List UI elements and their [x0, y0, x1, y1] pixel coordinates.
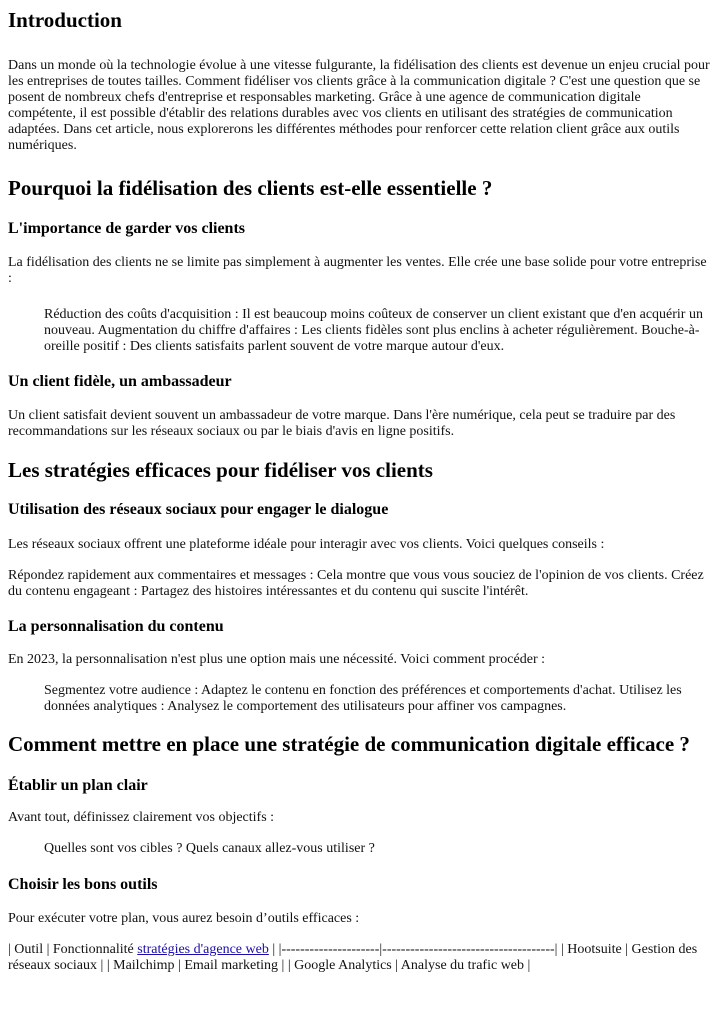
section-implementation-heading: Comment mettre en place une stratégie de communication digitale efficace ?	[8, 732, 690, 756]
tools-table-text	[8, 942, 712, 974]
subheading-tools: Choisir les bons outils	[8, 876, 158, 893]
blockquote-target-questions: Quelles sont vos cibles ? Quels canaux allez-vous utiliser ?	[44, 841, 375, 856]
article-page	[0, 8, 720, 974]
paragraph-social-intro: Les réseaux sociaux offrent une plateforme idéale pour interagir avec vos clients. Voici quelques conseils :	[8, 537, 605, 552]
paragraph-tools-intro: Pour exécuter votre plan, vous aurez besoin d’outils efficaces :	[8, 911, 360, 926]
paragraph-ambassador: Un client satisfait devient souvent un ambassadeur de votre marque. Dans l'ère numérique, cela peut se traduire par des recommandations sur les réseaux sociaux ou par le biais d'avis en ligne positifs.	[8, 408, 676, 439]
subheading-social-networks: Utilisation des réseaux sociaux pour engager le dialogue	[8, 501, 389, 518]
subheading-personalization: La personnalisation du contenu	[8, 618, 224, 635]
blockquote-loyalty-benefits: Réduction des coûts d'acquisition : Il est beaucoup moins coûteux de conserver un client existant que d'en acquérir un nouveau. Augmentation du chiffre d'affaires : Les clients fidèles sont plus enclins à acheter régulièrement. Bouche-à-oreille positif : Des clients satisfaits parlent souvent de votre marque autour d'eux.	[44, 307, 703, 354]
section-why-loyalty-heading: Pourquoi la fidélisation des clients est-elle essentielle ?	[8, 176, 493, 200]
subheading-ambassador: Un client fidèle, un ambassadeur	[8, 373, 232, 390]
intro-heading: Introduction	[8, 8, 122, 32]
agency-strategies-link[interactable]: stratégies d'agence web	[137, 942, 269, 957]
tools-table-rows: | |---------------------|-------------------------------------| | Hootsuite | Gestion des réseaux sociaux | | Mailchimp | Email marketing | | Google Analytics | Analyse du trafic web |	[8, 942, 698, 973]
subheading-clear-plan: Établir un plan clair	[8, 777, 148, 794]
tools-table-prefix: | Outil | Fonctionnalité	[8, 942, 138, 957]
intro-paragraph: Dans un monde où la technologie évolue à une vitesse fulgurante, la fidélisation des clients est devenue un enjeu crucial pour les entreprises de toutes tailles. Comment fidéliser vos clients grâce à la communication digitale ? C'est une question que se posent de nombreux chefs d'entreprise et responsables marketing. Grâce à une agence de communication digitale compétente, il est possible d'établir des relations durables avec vos clients en utilisant des stratégies de communication adaptées. Dans cet article, nous explorerons les différentes méthodes pour renforcer cette relation client grâce aux outils numériques.	[8, 58, 710, 153]
paragraph-objectives: Avant tout, définissez clairement vos objectifs :	[8, 810, 275, 825]
blockquote-personalization-steps: Segmentez votre audience : Adaptez le contenu en fonction des préférences et comportements d'achat. Utilisez les données analytiques : Analysez le comportement des utilisateurs pour affiner vos campagnes.	[44, 683, 682, 714]
paragraph-social-tips: Répondez rapidement aux commentaires et messages : Cela montre que vous vous souciez de l'opinion de vos clients. Créez du contenu engageant : Partagez des histoires intéressantes et du contenu qui suscite l'intérêt.	[8, 568, 704, 599]
subheading-keep-clients: L'importance de garder vos clients	[8, 220, 246, 237]
paragraph-personalization-intro: En 2023, la personnalisation n'est plus une option mais une nécessité. Voici comment procéder :	[8, 652, 546, 667]
section-strategies-heading: Les stratégies efficaces pour fidéliser vos clients	[8, 458, 433, 482]
paragraph-loyalty-base: La fidélisation des clients ne se limite pas simplement à augmenter les ventes. Elle crée une base solide pour votre entreprise :	[8, 255, 707, 286]
